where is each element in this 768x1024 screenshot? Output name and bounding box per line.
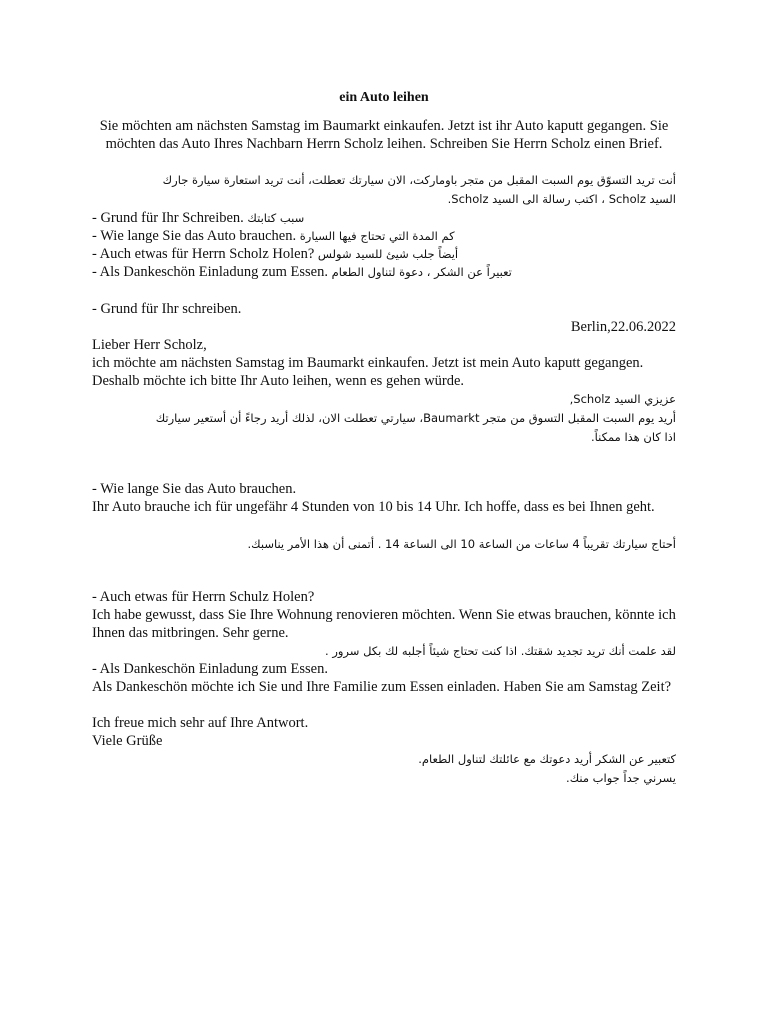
point-3-de: - Auch etwas für Herrn Scholz Holen? (92, 246, 315, 262)
section-4-arabic-line-1: كتعبير عن الشكر أريد دعوتك مع عائلتك لتناول الطعام. (418, 752, 676, 766)
point-4 (92, 263, 676, 281)
section-2-text: Ihr Auto brauche ich für ungefähr 4 Stunden von 10 bis 14 Uhr. Ich hoffe, dass es bei Ihnen geht. (92, 499, 655, 515)
letter-salutation: Lieber Herr Scholz, (92, 337, 207, 353)
section-4-text: Als Dankeschön möchte ich Sie und Ihre Familie zum Essen einladen. Haben Sie am Samstag Zeit? (92, 679, 672, 695)
point-3 (92, 245, 676, 263)
task-arabic-line-2: السيد Scholz ، اكتب رسالة الى السيد Scholz. (447, 192, 676, 206)
closing-greeting: Viele Grüße (92, 733, 163, 749)
section-2-arabic: أحتاج سيارتك تقريباً 4 ساعات من الساعة 10 الى الساعة 14 . أتمنى أن هذا الأمر يناسبك. (247, 537, 676, 551)
section-1-arabic-salutation: عزيزي السيد Scholz, (569, 392, 676, 406)
closing-line: Ich freue mich sehr auf Ihre Antwort. (92, 715, 309, 731)
section-1-arabic-line-2: اذا كان هذا ممكناً. (591, 430, 676, 444)
point-4-de: - Als Dankeschön Einladung zum Essen. (92, 264, 328, 280)
task-arabic-line-1: أنت تريد التسوّق يوم السبت المقبل من متجر باوماركت، الان سيارتك تعطلت، أنت تريد استعارة سيارة جارك (162, 173, 676, 187)
section-4-arabic-line-2: يسرني جداً جواب منك. (566, 771, 676, 785)
point-2-ar: كم المدة التي تحتاج فيها السيارة (299, 229, 455, 243)
section-3-heading: - Auch etwas für Herrn Schulz Holen? (92, 589, 315, 605)
point-4-ar: تعبيراً عن الشكر ، دعوة لتناول الطعام (331, 265, 512, 279)
point-2-de: - Wie lange Sie das Auto brauchen. (92, 228, 297, 244)
section-3-arabic: لقد علمت أنك تريد تجديد شقتك. اذا كنت تحتاج شيئاً أجلبه لك بكل سرور . (325, 644, 676, 658)
section-3-text: Ich habe gewusst, dass Sie Ihre Wohnung renovieren möchten. Wenn Sie etwas brauchen, könnte ich Ihnen das mitbringen. Sehr gerne. (92, 607, 676, 641)
section-1-heading: - Grund für Ihr schreiben. (92, 301, 242, 317)
point-1-de: - Grund für Ihr Schreiben. (92, 210, 244, 226)
point-3-ar: أيضاً جلب شيئ للسيد شولس (317, 247, 459, 261)
section-2-heading: - Wie lange Sie das Auto brauchen. (92, 481, 297, 497)
task-description: Sie möchten am nächsten Samstag im Baumarkt einkaufen. Jetzt ist ihr Auto kaputt gegangen. Sie möchten das Auto Ihres Nachbarn Herrn Scholz leihen. Schreiben Sie Herrn Scholz einen Brief. (99, 118, 669, 152)
point-2 (92, 227, 676, 245)
point-1 (92, 209, 676, 227)
section-1-text: ich möchte am nächsten Samstag im Baumarkt einkaufen. Jetzt ist mein Auto kaputt gegangen. Deshalb möchte ich bitte Ihr Auto leihen, wenn es gehen würde. (92, 355, 644, 389)
letter-date: Berlin,22.06.2022 (570, 319, 676, 335)
section-4-heading: - Als Dankeschön Einladung zum Essen. (92, 661, 328, 677)
section-1-arabic-line-1: أريد يوم السبت المقبل التسوق من متجر Baumarkt، سيارتي تعطلت الان، لذلك أريد رجاءً أن أستعير سيارتك (155, 411, 676, 425)
document-title: ein Auto leihen (339, 90, 429, 105)
point-1-ar: سبب كتابتك (247, 211, 305, 225)
